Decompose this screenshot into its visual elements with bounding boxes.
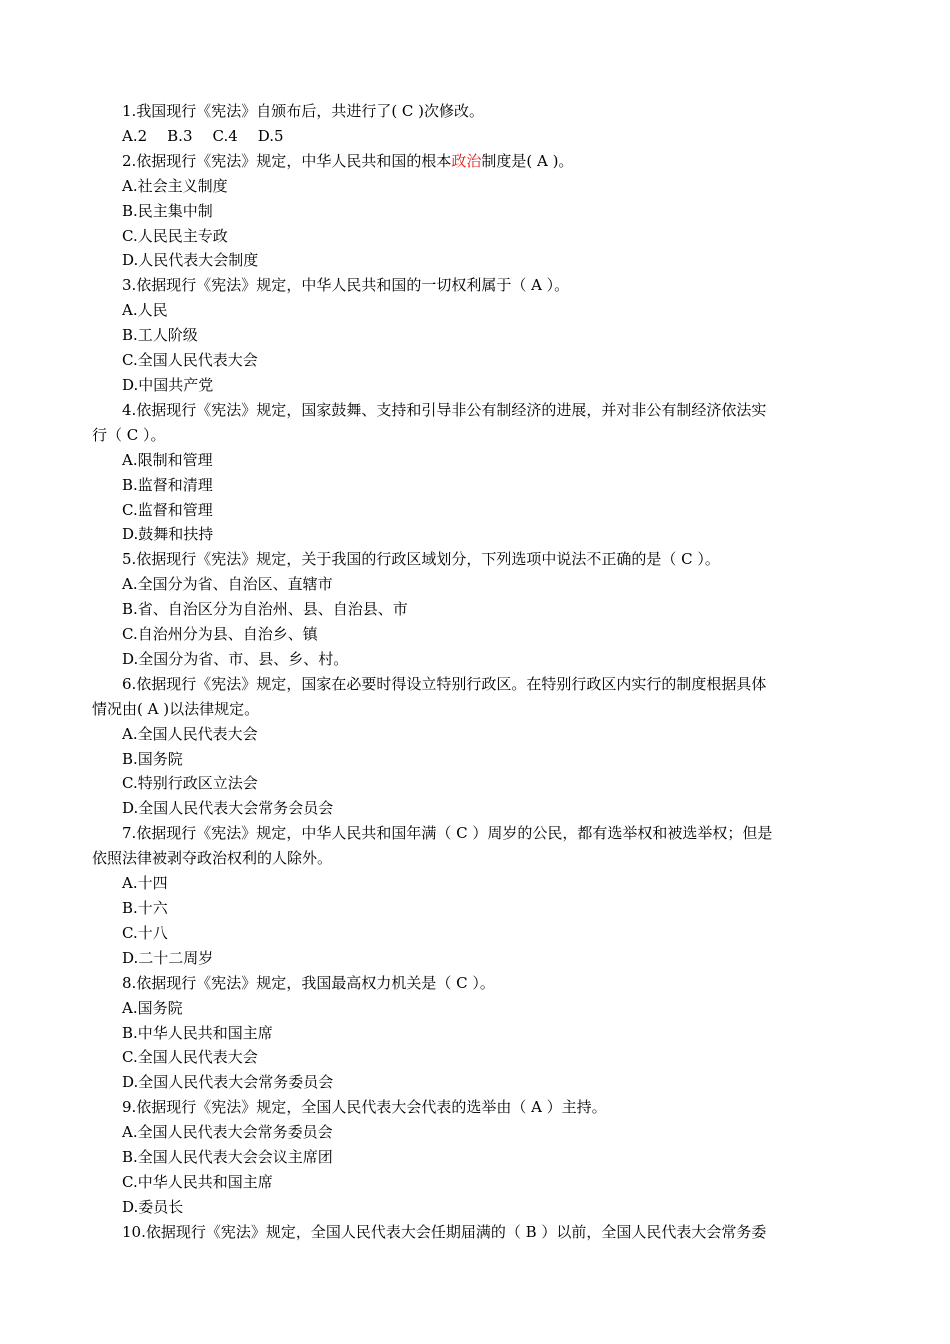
answer-option: D.鼓舞和扶持 — [122, 525, 214, 544]
answer-option: A.十四 — [122, 874, 168, 893]
answer-option: A.限制和管理 — [122, 450, 213, 469]
answer-option: C.4 — [212, 126, 238, 145]
highlighted-word: 政治 — [451, 151, 482, 170]
question-text: 10.依据现行《宪法》规定，全国人民代表大会任期届满的（ B ）以前，全国人民代表大会常务委 — [122, 1222, 767, 1241]
question-block — [92, 1095, 860, 1220]
answer-option: A.全国人民代表大会常务委员会 — [122, 1123, 333, 1142]
answer-option: B.国务院 — [122, 749, 183, 768]
question-block — [92, 547, 860, 672]
question-text: 4.依据现行《宪法》规定，国家鼓舞、支持和引导非公有制经济的进展，并对非公有制经济依法实 — [122, 400, 767, 419]
question-text-segment: 2.依据现行《宪法》规定，中华人民共和国的根本 — [122, 151, 452, 170]
answer-option: D.中国共产党 — [122, 375, 214, 394]
question-text-continuation: 行（ C ）。 — [92, 425, 166, 444]
answer-option: B.3 — [167, 126, 193, 145]
question-text: 8.依据现行《宪法》规定，我国最高权力机关是（ C ）。 — [122, 973, 495, 992]
answer-option: B.工人阶级 — [122, 326, 198, 345]
answer-option: D.全国人民代表大会常务会员会 — [122, 799, 334, 818]
answer-option: C.全国人民代表大会 — [122, 351, 258, 370]
answer-option: B.全国人民代表大会会议主席团 — [122, 1148, 333, 1167]
question-text: 1.我国现行《宪法》自颁布后，共进行了( C )次修改。 — [122, 102, 485, 120]
option-row — [92, 124, 860, 149]
question-block — [92, 273, 860, 398]
question-text: 5.依据现行《宪法》规定，关于我国的行政区域划分，下列选项中说法不正确的是（ C ）。 — [122, 550, 720, 569]
answer-option: C.监督和管理 — [122, 500, 213, 519]
answer-option: B.民主集中制 — [122, 201, 213, 220]
answer-option: A.人民 — [122, 301, 168, 320]
answer-option: A.2 — [122, 126, 148, 145]
question-text-continuation: 依照法律被剥夺政治权利的人除外。 — [92, 849, 333, 868]
answer-option: C.人民民主专政 — [122, 226, 228, 245]
question-text: 3.依据现行《宪法》规定，中华人民共和国的一切权利属于（ A ）。 — [122, 276, 570, 295]
answer-option: D.委员长 — [122, 1197, 184, 1216]
question-text: 7.依据现行《宪法》规定，中华人民共和国年满（ C ）周岁的公民，都有选举权和被选举权；但是 — [122, 824, 773, 843]
question-block — [92, 821, 860, 970]
answer-option: C.自治州分为县、自治乡、镇 — [122, 625, 318, 644]
answer-option: B.监督和清理 — [122, 475, 213, 494]
question-text: 6.依据现行《宪法》规定，国家在必要时得设立特别行政区。在特别行政区内实行的制度根据具体 — [122, 674, 767, 693]
answer-option: C.特别行政区立法会 — [122, 774, 258, 793]
answer-option: C.中华人民共和国主席 — [122, 1172, 273, 1191]
answer-option: B.十六 — [122, 899, 168, 917]
answer-option: A.全国人民代表大会 — [122, 724, 258, 743]
answer-option: D.二十二周岁 — [122, 948, 214, 967]
answer-option: C.十八 — [122, 923, 168, 942]
answer-option: D.5 — [257, 126, 284, 145]
document-body — [92, 99, 860, 1245]
question-block — [92, 1220, 860, 1245]
question-text-continuation: 情况由( A )以法律规定。 — [92, 699, 260, 718]
question-block — [92, 149, 860, 274]
question-text-segment: 制度是( A )。 — [481, 151, 574, 170]
answer-option: D.全国分为省、市、县、乡、村。 — [122, 649, 349, 668]
answer-option: A.全国分为省、自治区、直辖市 — [122, 575, 333, 594]
question-block — [92, 971, 860, 1096]
answer-option: A.国务院 — [122, 998, 183, 1017]
answer-option: A.社会主义制度 — [122, 176, 228, 195]
question-block — [92, 99, 860, 149]
answer-option: D.全国人民代表大会常务委员会 — [122, 1073, 334, 1092]
question-block — [92, 672, 860, 821]
question-text: 9.依据现行《宪法》规定，全国人民代表大会代表的选举由（ A ）主持。 — [122, 1098, 607, 1117]
answer-option: B.省、自治区分为自治州、县、自治县、市 — [122, 600, 408, 619]
question-block — [92, 398, 860, 547]
answer-option: D.人民代表大会制度 — [122, 251, 259, 270]
answer-option: C.全国人民代表大会 — [122, 1048, 258, 1067]
question-text — [92, 149, 860, 174]
answer-option: B.中华人民共和国主席 — [122, 1023, 273, 1042]
